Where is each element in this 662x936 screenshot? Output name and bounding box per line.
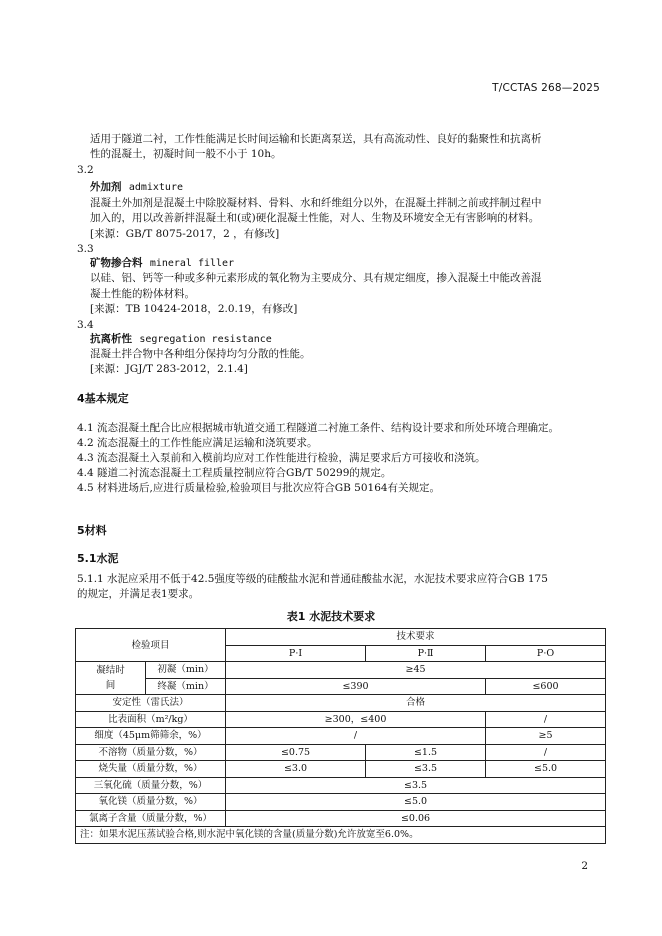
cell-value: / xyxy=(486,744,606,761)
list-item: 4.4 隧道二衬流态混凝土工程质量控制应符合GB/T 50299的规定。 xyxy=(77,467,392,479)
cell-value: ≤390 xyxy=(226,678,486,695)
table-row xyxy=(76,744,606,761)
table-row xyxy=(76,777,606,794)
intro-line-2: 性的混凝土，初凝时间一般不小于 10h。 xyxy=(90,148,282,160)
table-row xyxy=(76,827,606,844)
term-definition-line: 混凝土拌合物中各种组分保持均匀分散的性能。 xyxy=(90,348,311,360)
table-row xyxy=(76,629,606,646)
term-title xyxy=(90,332,272,347)
term-number: 3.2 xyxy=(77,164,94,176)
row-label: 细度（45μm筛筛余，%） xyxy=(76,728,226,745)
cement-requirements-table xyxy=(75,628,606,844)
table-title: 表1 水泥技术要求 xyxy=(286,610,376,623)
term-title xyxy=(90,180,183,195)
paragraph-line: 5.1.1 水泥应采用不低于42.5强度等级的硅酸盐水泥和普通硅酸盐水泥，水泥技术要求应符合GB 175 xyxy=(77,573,548,585)
table-row xyxy=(76,728,606,745)
term-zh: 抗离析性 xyxy=(90,333,132,345)
term-en: admixture xyxy=(128,182,183,193)
list-item: 4.3 流态混凝土入泵前和入模前均应对工作性能进行检验，满足要求后方可接收和浇筑。 xyxy=(77,452,486,464)
cell-value: ≤5.0 xyxy=(486,761,606,778)
list-item: 4.5 材料进场后,应进行质量检验,检验项目与批次应符合GB 50164有关规定。 xyxy=(77,482,441,494)
row-label: 比表面积（m²/kg） xyxy=(76,711,226,728)
header-type: P·Ⅰ xyxy=(226,645,366,662)
list-item: 4.1 流态混凝土配合比应根据城市轨道交通工程隧道二衬施工条件、结构设计要求和所处环境合理确定。 xyxy=(77,422,560,434)
cell-value: ≤3.0 xyxy=(226,761,366,778)
row-label: 三氧化硫（质量分数，%） xyxy=(76,777,226,794)
cell-value: ≥5 xyxy=(486,728,606,745)
term-definition-line: 混凝土外加剂是混凝土中除胶凝材料、骨料、水和纤维组分以外，在混凝土拌制之前或拌制过程中 xyxy=(90,197,542,209)
term-source: [来源：TB 10424-2018，2.0.19，有修改] xyxy=(90,303,298,315)
term-number: 3.3 xyxy=(77,243,94,255)
cell-value: ≤0.75 xyxy=(226,744,366,761)
table-row xyxy=(76,794,606,811)
term-source: [来源：JGJ/T 283-2012，2.1.4] xyxy=(90,363,248,375)
row-label: 不溶物（质量分数，%） xyxy=(76,744,226,761)
page-number: 2 xyxy=(581,860,588,872)
list-item: 4.2 流态混凝土的工作性能应满足运输和浇筑要求。 xyxy=(77,437,318,449)
table-row xyxy=(76,761,606,778)
cell-value: ≤5.0 xyxy=(226,794,606,811)
table-row xyxy=(76,678,606,695)
setting-time-label: 凝结时间 xyxy=(76,662,146,695)
row-label: 烧失量（质量分数，%） xyxy=(76,761,226,778)
table-row xyxy=(76,695,606,712)
cell-value: 合格 xyxy=(226,695,606,712)
term-zh: 外加剂 xyxy=(90,181,122,193)
row-label: 氧化镁（质量分数，%） xyxy=(76,794,226,811)
subsection-heading: 5.1水泥 xyxy=(77,552,119,565)
section-heading: 5材料 xyxy=(77,524,107,537)
row-label: 安定性（雷氏法） xyxy=(76,695,226,712)
cell-value: ≤3.5 xyxy=(366,761,486,778)
row-label: 氯离子含量（质量分数，%） xyxy=(76,810,226,827)
cell-value: ≤3.5 xyxy=(226,777,606,794)
term-definition-line: 以硅、铝、钙等一种或多种元素形成的氧化物为主要成分、具有规定细度，掺入混凝土中能改善混 xyxy=(90,272,542,284)
table-row xyxy=(76,711,606,728)
table-row xyxy=(76,810,606,827)
term-number: 3.4 xyxy=(77,319,94,331)
intro-line-1: 适用于隧道二衬，工作性能满足长时间运输和长距离泵送，具有高流动性、良好的黏聚性和抗离析 xyxy=(90,133,542,145)
cell-value: / xyxy=(486,711,606,728)
term-en: segregation resistance xyxy=(139,334,272,345)
cell-value: ≤0.06 xyxy=(226,810,606,827)
header-requirement: 技术要求 xyxy=(226,629,606,646)
row-label: 终凝（min） xyxy=(146,678,226,695)
cell-value: ≤1.5 xyxy=(366,744,486,761)
row-label: 初凝（min） xyxy=(146,662,226,679)
cell-value: ≥300，≤400 xyxy=(226,711,486,728)
cell-value: / xyxy=(226,728,486,745)
table-note: 注：如果水泥压蒸试验合格,则水泥中氧化镁的含量(质量分数)允许放宽至6.0%。 xyxy=(76,827,606,844)
term-title xyxy=(90,256,234,271)
doc-code: T/CCTAS 268—2025 xyxy=(492,82,600,94)
term-en: mineral filler xyxy=(149,258,235,269)
cell-value: ≤600 xyxy=(486,678,606,695)
section-heading: 4基本规定 xyxy=(77,392,129,405)
term-definition-line: 加入的，用以改善新拌混凝土和(或)硬化混凝土性能，对人、生物及环境安全无有害影响的材料。 xyxy=(90,212,540,224)
cell-value: ≥45 xyxy=(226,662,606,679)
table-row xyxy=(76,662,606,679)
paragraph-line: 的规定，并满足表1要求。 xyxy=(77,588,200,600)
header-type: P·Ⅱ xyxy=(366,645,486,662)
term-definition-line: 凝土性能的粉体材料。 xyxy=(90,288,195,300)
term-source: [来源：GB/T 8075-2017，2 ，有修改] xyxy=(90,228,280,240)
header-item: 检验项目 xyxy=(76,629,226,662)
header-type: P·O xyxy=(486,645,606,662)
term-zh: 矿物掺合料 xyxy=(90,257,143,269)
